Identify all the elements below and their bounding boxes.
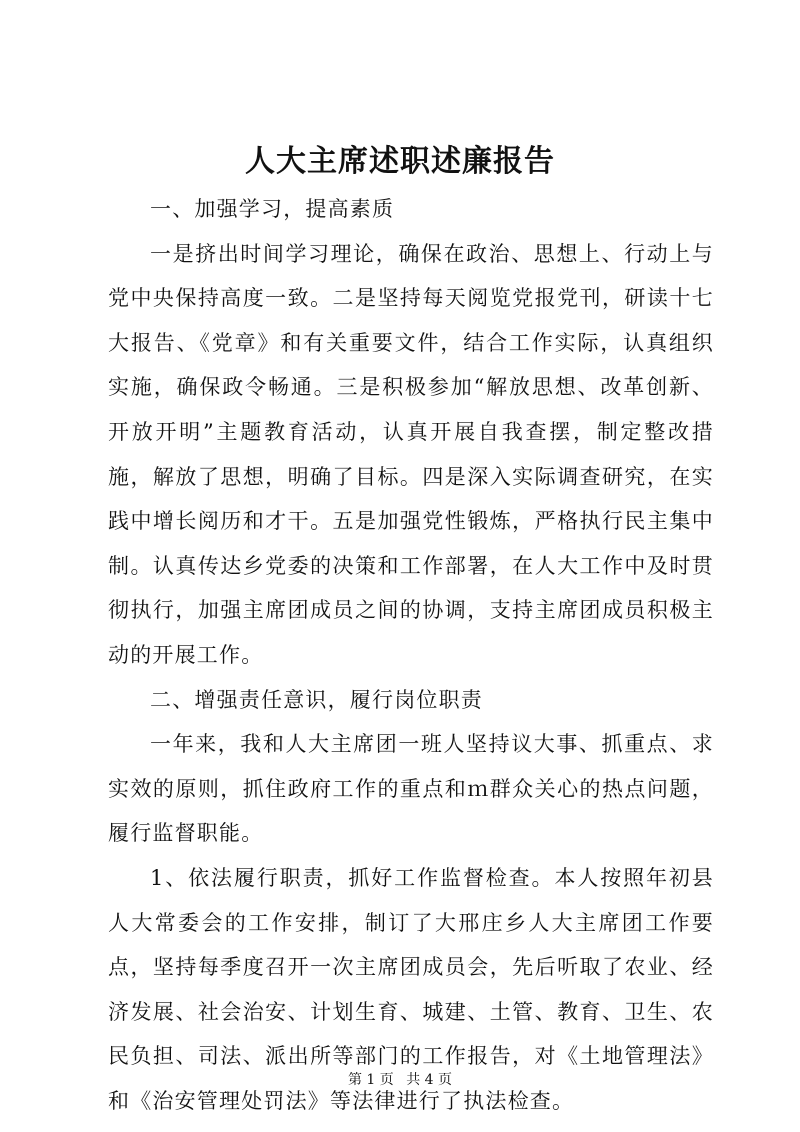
paragraph-year-summary: 一年来，我和人大主席团一班人坚持议大事、抓重点、求实效的原则，抓住政府工作的重点和ｍ群众关心的热点问题，履行监督职能。 [108, 732, 714, 846]
section-heading-2: 二、增强责任意识，履行岗位职责 [150, 687, 483, 712]
section-heading-1: 一、加强学习，提高素质 [150, 197, 395, 221]
paragraph-study: 一是挤出时间学习理论，确保在政治、思想上、行动上与党中央保持高度一致。二是坚持每天阅览党报党刊，研读十七大报告、《党章》和有关重要文件，结合工作实际，认真组织实施，确保政令畅通。三是积极参加“解放思想、改革创新、开放开明”主题教育活动，认真开展自我查摆，制定整改措施，解放了思想，明确了目标。四是深入实际调查研究，在实践中增长阅历和才干。五是加强党性锻炼，严格执行民主集中制。认真传达乡党委的决策和工作部署，在人大工作中及时贯彻执行，加强主席团成员之间的协调，支持主席团成员积极主动的开展工作。 [108, 241, 714, 667]
document-title: 人大主席述职述廉报告 [245, 144, 555, 179]
paragraph-duty-supervision: 1、依法履行职责，抓好工作监督检查。本人按照年初县人大常委会的工作安排，制订了大邢庄乡人大主席团工作要点，坚持每季度召开一次主席团成员会，先后听取了农业、经济发展、社会治安、计划生育、城建、土管、教育、卫生、农民负担、司法、派出所等部门的工作报告，对《土地管理法》和《治安管理处罚法》等法律进行了执法检查。 [108, 865, 714, 1113]
page-footer [0, 1070, 800, 1090]
document-body [108, 187, 714, 1123]
page-number: 第 1 页 [347, 1072, 394, 1088]
page-total: 共 4 页 [406, 1072, 453, 1088]
